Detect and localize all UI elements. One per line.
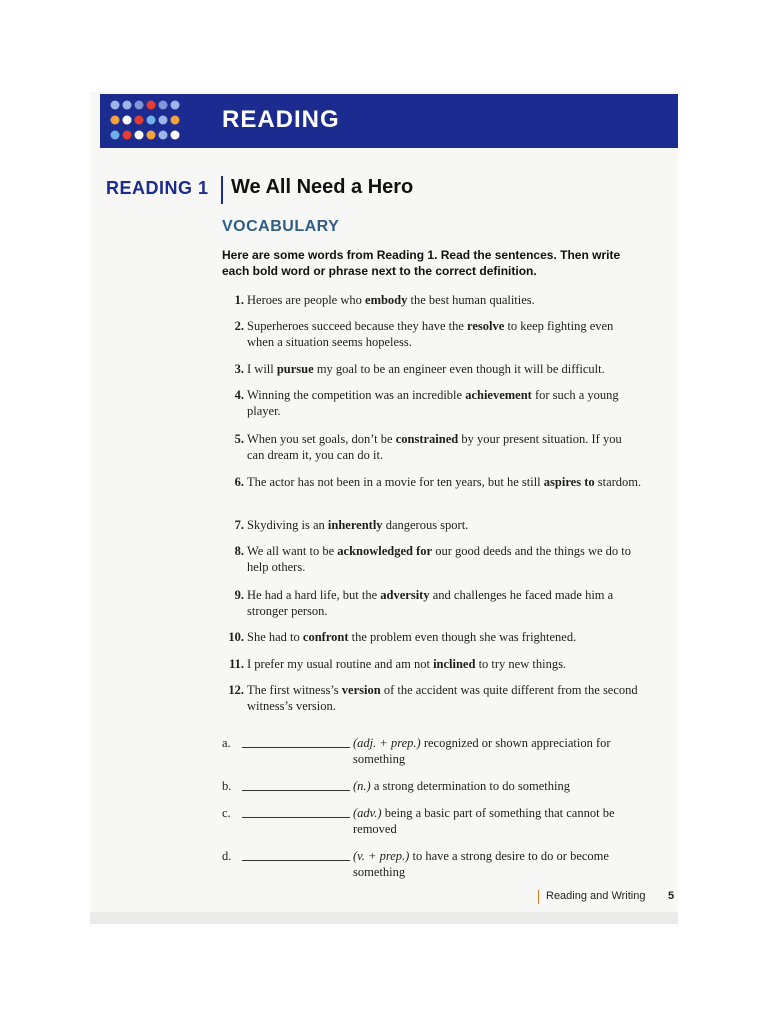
reading-title: We All Need a Hero	[231, 176, 414, 198]
sentence-fragment: Superheroes succeed because they have the	[247, 319, 468, 333]
textbook-page	[90, 92, 678, 922]
page-number: 5	[668, 890, 675, 902]
vocab-word: resolve	[467, 319, 505, 333]
sentence-number: 5.	[234, 432, 244, 446]
reading-number-label: READING 1	[106, 178, 209, 198]
heading-divider	[221, 176, 223, 204]
sentence-text	[247, 387, 642, 419]
sentence-text	[247, 587, 642, 619]
banner-dot	[123, 116, 132, 125]
vocab-word: inclined	[433, 657, 476, 671]
banner-dot	[147, 101, 156, 110]
vocab-sentence	[222, 682, 642, 714]
vocab-sentence	[222, 587, 642, 619]
definition-item	[222, 778, 642, 794]
definition-body: a strong determination to do something	[370, 779, 570, 793]
vocab-word: achievement	[465, 388, 532, 402]
vocab-word: acknowledged for	[337, 544, 433, 558]
part-of-speech: (v. + prep.)	[353, 849, 410, 863]
sentence-number: 8.	[234, 544, 244, 558]
sentence-text	[247, 629, 642, 645]
banner-dot	[111, 131, 120, 140]
part-of-speech: (n.)	[353, 779, 371, 793]
vocab-word: inherently	[327, 518, 383, 532]
sentence-fragment: to keep fighting even when a situation seems hopeless.	[247, 319, 614, 349]
definition-text	[353, 805, 642, 837]
definition-text	[353, 735, 642, 767]
vocab-sentence	[222, 292, 642, 308]
answer-blank[interactable]	[242, 790, 350, 791]
banner-dot	[147, 116, 156, 125]
definition-text	[353, 778, 642, 794]
banner-dot	[111, 101, 120, 110]
vocab-word: version	[341, 683, 381, 697]
sentence-number: 3.	[234, 362, 244, 376]
footer-section-label: Reading and Writing	[546, 890, 646, 902]
sentence-text	[247, 474, 642, 490]
page-bottom-edge	[90, 912, 678, 924]
sentence-text	[247, 431, 642, 463]
definition-body: being a basic part of something that cannot be removed	[353, 806, 615, 836]
sentence-fragment: The first witness’s	[247, 683, 342, 697]
sentence-fragment: He had a hard life, but the	[247, 588, 381, 602]
instructions: Here are some words from Reading 1. Read the sentences. Then write each bold word or phrase next to the correct definition.	[222, 248, 621, 278]
banner-dot	[159, 101, 168, 110]
part-of-speech: (adv.)	[353, 806, 382, 820]
sentence-number: 4.	[234, 388, 244, 402]
sentence-number: 6.	[234, 475, 244, 489]
sentence-fragment: my goal to be an engineer even though it will be difficult.	[313, 362, 605, 376]
sentence-text	[247, 318, 642, 350]
definition-body: to have a strong desire to do or become something	[353, 849, 609, 879]
sentence-fragment: the problem even though she was frightened.	[348, 630, 577, 644]
banner-dot	[135, 131, 144, 140]
sentence-fragment: and challenges he faced made him a stronger person.	[247, 588, 614, 618]
banner-dot	[123, 101, 132, 110]
sentence-fragment: to try new things.	[475, 657, 567, 671]
vocab-sentence	[222, 318, 642, 350]
sentence-text	[247, 361, 642, 377]
banner-title: READING	[222, 106, 340, 133]
vocab-sentence	[222, 387, 642, 419]
part-of-speech: (adj. + prep.)	[353, 736, 421, 750]
sentence-fragment: by your present situation. If you can dream it, you can do it.	[247, 432, 622, 462]
sentence-number: 10.	[228, 630, 244, 644]
definition-letter: a.	[222, 736, 231, 750]
vocab-word: confront	[302, 630, 349, 644]
definition-letter: c.	[222, 806, 231, 820]
sentence-fragment: When you set goals, don’t be	[247, 432, 396, 446]
vocab-word: aspires to	[543, 475, 595, 489]
dot-pattern-logo	[108, 97, 208, 145]
vocabulary-heading: VOCABULARY	[222, 218, 340, 235]
definition-letter: b.	[222, 779, 232, 793]
vocab-word: pursue	[276, 362, 314, 376]
banner-dot	[111, 116, 120, 125]
sentence-number: 1.	[234, 293, 244, 307]
sentence-fragment: Heroes are people who	[247, 293, 366, 307]
answer-blank[interactable]	[242, 860, 350, 861]
banner-dot	[171, 101, 180, 110]
sentence-fragment: Skydiving is an	[247, 518, 328, 532]
banner-dot	[159, 131, 168, 140]
sentence-fragment: the best human qualities.	[407, 293, 535, 307]
definition-item	[222, 805, 642, 837]
sentence-fragment: I will	[247, 362, 277, 376]
definition-letter: d.	[222, 849, 232, 863]
banner-dot	[147, 131, 156, 140]
sentence-fragment: I prefer my usual routine and am not	[247, 657, 434, 671]
vocab-word: embody	[365, 293, 408, 307]
sentence-fragment: Winning the competition was an incredible	[247, 388, 466, 402]
sentence-fragment: for such a young player.	[247, 388, 619, 418]
answer-blank[interactable]	[242, 747, 350, 748]
definition-item	[222, 735, 642, 767]
sentence-fragment: of the accident was quite different from the second witness’s version.	[247, 683, 638, 713]
sentence-number: 2.	[234, 319, 244, 333]
definition-text	[353, 848, 642, 880]
sentence-fragment: stardom.	[594, 475, 642, 489]
sentence-fragment: The actor has not been in a movie for ten years, but he still	[247, 475, 544, 489]
sentence-fragment: our good deeds and the things we do to help others.	[247, 544, 632, 574]
sentence-number: 12.	[228, 683, 244, 697]
banner-dot	[171, 116, 180, 125]
definition-body: recognized or shown appreciation for something	[353, 736, 611, 766]
sentence-number: 11.	[229, 657, 244, 671]
banner-dot	[171, 131, 180, 140]
banner-dot	[135, 101, 144, 110]
vocab-sentence	[222, 543, 642, 575]
sentence-text	[247, 292, 642, 308]
footer-divider	[538, 890, 539, 904]
sentence-text	[247, 517, 642, 533]
vocab-sentence	[222, 656, 642, 672]
sentence-fragment: She had to	[247, 630, 303, 644]
section-banner	[100, 94, 678, 148]
vocab-sentence	[222, 474, 642, 490]
vocab-word: constrained	[395, 432, 459, 446]
sentence-text	[247, 682, 642, 714]
vocab-sentence	[222, 361, 642, 377]
vocab-word: adversity	[380, 588, 430, 602]
banner-dot	[135, 116, 144, 125]
banner-dot	[159, 116, 168, 125]
sentence-number: 9.	[234, 588, 244, 602]
sentence-fragment: dangerous sport.	[382, 518, 469, 532]
banner-dot	[123, 131, 132, 140]
vocab-sentence	[222, 517, 642, 533]
vocab-sentence	[222, 431, 642, 463]
sentence-number: 7.	[234, 518, 244, 532]
vocab-sentence	[222, 629, 642, 645]
sentence-fragment: We all want to be	[247, 544, 338, 558]
answer-blank[interactable]	[242, 817, 350, 818]
sentence-text	[247, 543, 642, 575]
sentence-text	[247, 656, 642, 672]
definition-item	[222, 848, 642, 880]
